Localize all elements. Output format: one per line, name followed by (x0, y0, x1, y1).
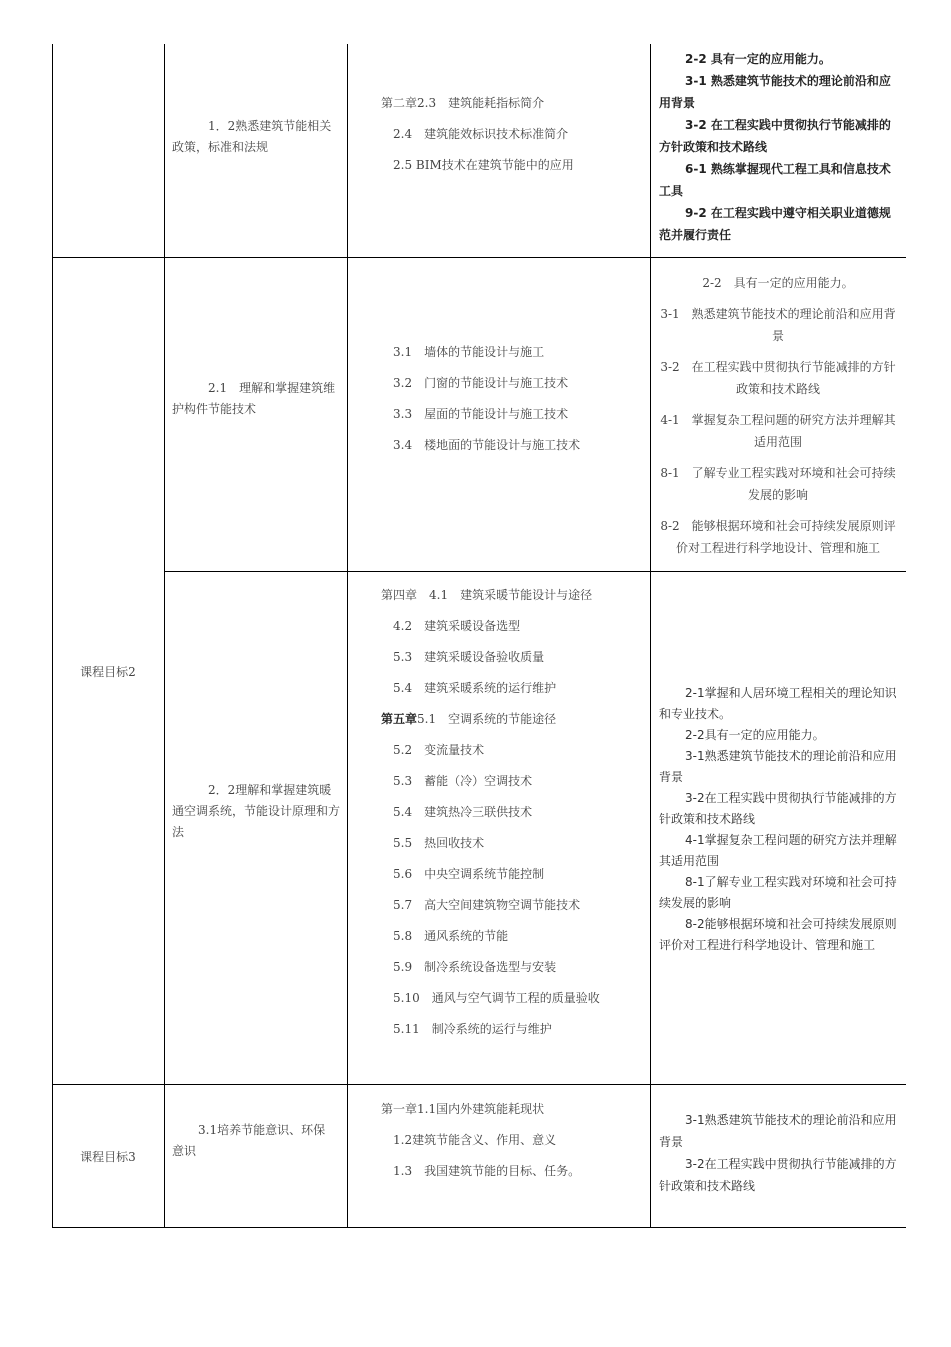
chapter-prefix: 第四章 (381, 588, 430, 602)
topic-item: 5.9 制冷系统设备选型与安装 (393, 960, 557, 974)
objective-cell: 1．2熟悉建筑节能相关政策，标准和法规 (172, 119, 332, 154)
requirements-cell (659, 683, 899, 956)
topic-item: 3.4 楼地面的节能设计与施工技术 (393, 438, 581, 452)
topic-item: 1.3 我国建筑节能的目标、任务。 (393, 1164, 581, 1178)
requirement-item: 4-1 掌握复杂工程问题的研究方法并理解其适用范围 (660, 413, 896, 449)
topics-cell (381, 88, 574, 181)
requirement-item: 3-2 在工程实践中贯彻执行节能减排的方针政策和技术路线 (660, 360, 896, 396)
row-divider-1 (52, 257, 906, 258)
course-goal-3: 课程目标3 (80, 1150, 136, 1164)
topic-item: 1.2建筑节能含义、作用、意义 (393, 1133, 557, 1147)
topic-item: 3.1 墙体的节能设计与施工 (393, 345, 545, 359)
requirement-item: 2-2 具有一定的应用能力。 (702, 276, 854, 290)
topic-item: 5.5 热回收技术 (393, 836, 485, 850)
chapter-prefix: 第五章 (381, 712, 418, 726)
topic-item: 5.4 建筑采暖系统的运行维护 (393, 681, 557, 695)
requirements-cell (660, 272, 896, 568)
requirement-item: 9-2 在工程实践中遵守相关职业道德规范并履行责任 (659, 206, 891, 242)
objective-cell: 3.1培养节能意识、环保意识 (172, 1123, 326, 1158)
topic-item: 第一章1.1国内外建筑能耗现状 (381, 1102, 545, 1116)
topic-item: 3.3 屋面的节能设计与施工技术 (393, 407, 569, 421)
topic-item: 第二章2.3 建筑能耗指标简介 (381, 96, 545, 110)
requirement-item: 3-1熟悉建筑节能技术的理论前沿和应用背景 (659, 749, 897, 784)
requirement-item: 3-2在工程实践中贯彻执行节能减排的方针政策和技术路线 (659, 1157, 897, 1193)
table-divider-col1 (164, 44, 165, 1228)
requirements-cell (659, 1109, 899, 1197)
requirement-item: 8-1 了解专业工程实践对环境和社会可持续发展的影响 (660, 466, 896, 502)
topic-item: 4.2 建筑采暖设备选型 (393, 619, 521, 633)
requirement-item: 2-1掌握和人居环境工程相关的理论知识和专业技术。 (659, 686, 897, 721)
requirement-item: 2-2 具有一定的应用能力。 (685, 52, 831, 66)
objective-cell: 2．2理解和掌握建筑暖通空调系统，节能设计原理和方法 (172, 783, 341, 839)
course-goal-2: 课程目标2 (80, 665, 136, 679)
topic-item: 2.5 BIM技术在建筑节能中的应用 (393, 158, 574, 172)
topic-item: 5.3 蓄能（冷）空调技术 (393, 774, 533, 788)
objective-cell: 2.1 理解和掌握建筑维护构件节能技术 (172, 381, 336, 416)
topic-item: 5.7 高大空间建筑物空调节能技术 (393, 898, 581, 912)
table-border-left (52, 44, 53, 1228)
topic-item: 5.6 中央空调系统节能控制 (393, 867, 545, 881)
topics-cell (381, 1094, 580, 1187)
requirement-item: 3-2 在工程实践中贯彻执行节能减排的方针政策和技术路线 (659, 118, 891, 154)
table-divider-col3 (650, 44, 651, 1228)
topic-item: 5.3 建筑采暖设备验收质量 (393, 650, 545, 664)
topic-item: 5.10 通风与空气调节工程的质量验收 (393, 991, 600, 1005)
requirement-item: 8-2 能够根据环境和社会可持续发展原则评价对工程进行科学地设计、管理和施工 (660, 519, 896, 555)
requirement-item: 8-1了解专业工程实践对环境和社会可持续发展的影响 (659, 875, 897, 910)
topic-item: 5.2 变流量技术 (393, 743, 485, 757)
table-border-bottom (52, 1227, 906, 1228)
topic-item: 5.11 制冷系统的运行与维护 (393, 1022, 552, 1036)
topics-cell (381, 580, 600, 1045)
requirement-item: 4-1掌握复杂工程问题的研究方法并理解其适用范围 (659, 833, 897, 868)
requirement-item: 3-1熟悉建筑节能技术的理论前沿和应用背景 (659, 1113, 897, 1149)
topic-item: 第四章 4.1 建筑采暖节能设计与途径 (381, 588, 593, 602)
topic-item: 3.2 门窗的节能设计与施工技术 (393, 376, 569, 390)
table-divider-col2 (347, 44, 348, 1228)
row-divider-2 (164, 571, 906, 572)
requirement-item: 2-2具有一定的应用能力。 (685, 728, 825, 742)
requirement-item: 8-2能够根据环境和社会可持续发展原则评价对工程进行科学地设计、管理和施工 (659, 917, 897, 952)
row-divider-3 (52, 1084, 906, 1085)
topic-item: 第五章5.1 空调系统的节能途径 (381, 712, 557, 726)
topic-item: 2.4 建筑能效标识技术标准简介 (393, 127, 569, 141)
topic-item: 5.8 通风系统的节能 (393, 929, 509, 943)
topics-cell (381, 337, 580, 461)
requirement-item: 3-1 熟悉建筑节能技术的理论前沿和应用背景 (659, 74, 891, 110)
requirement-item: 3-1 熟悉建筑节能技术的理论前沿和应用背景 (660, 307, 896, 343)
requirements-cell (659, 48, 897, 246)
requirement-item: 3-2在工程实践中贯彻执行节能减排的方针政策和技术路线 (659, 791, 897, 826)
topic-item: 5.4 建筑热冷三联供技术 (393, 805, 533, 819)
requirement-item: 6-1 熟练掌握现代工程工具和信息技术工具 (659, 162, 891, 198)
